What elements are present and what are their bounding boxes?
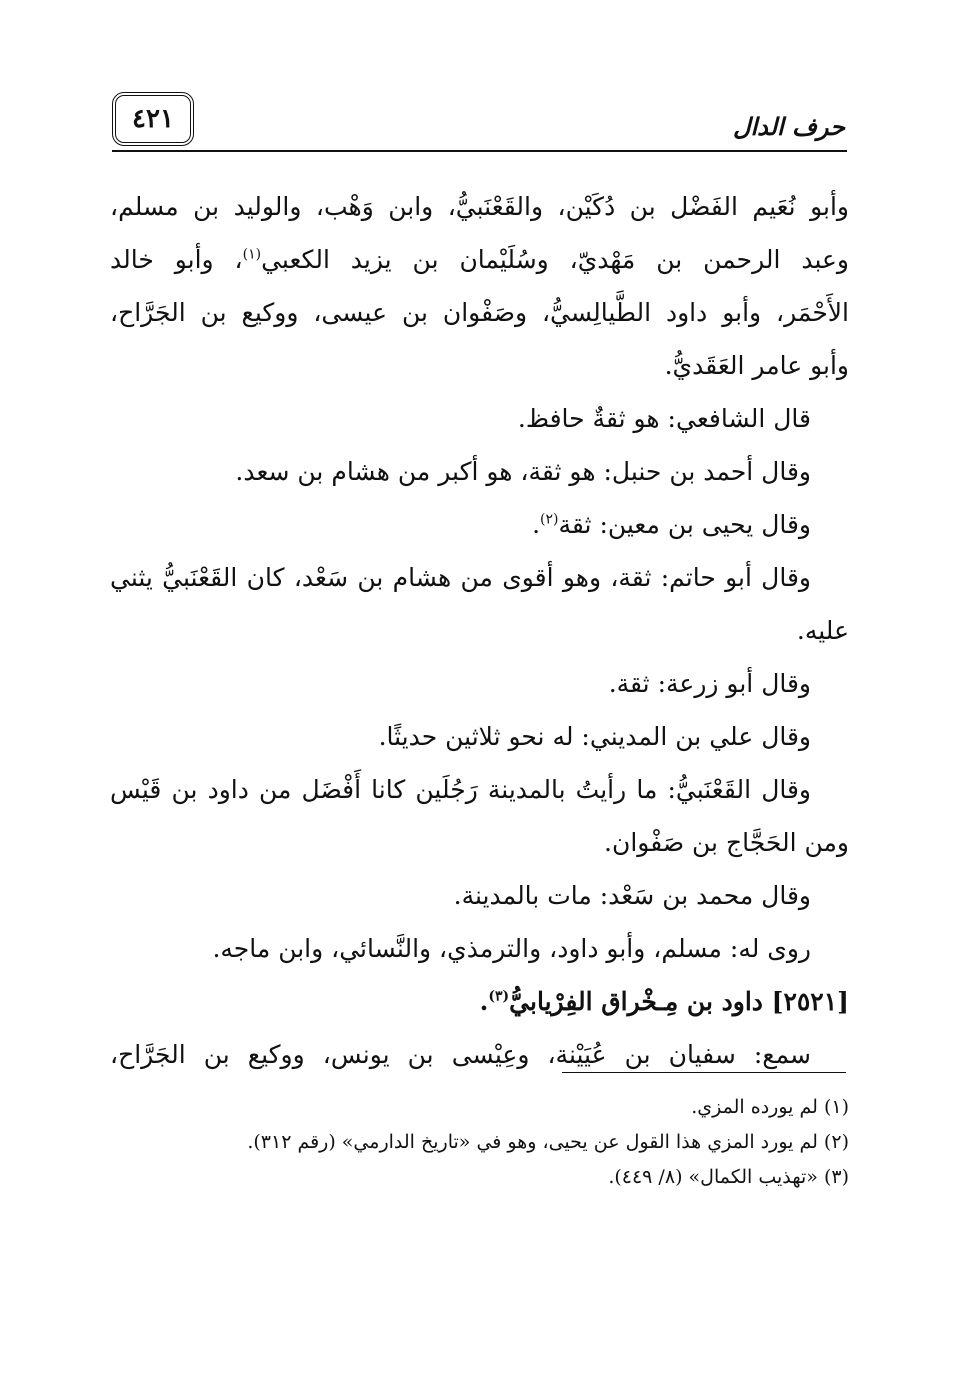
footnote: (٢) لم يورد المزي هذا القول عن يحيى، وهو في «تاريخ الدارمي» (رقم ٣١٢).: [247, 1131, 849, 1153]
footnotes: [247, 1090, 849, 1195]
body-line: وأبو نُعَيم الفَضْل بن دُكَيْن، والقَعْنَبيُّ، وابن وَهْب، والوليد بن مسلم،: [110, 192, 849, 221]
footnote-marker: (٣): [488, 988, 510, 1005]
body-line: روى له: مسلم، وأبو داود، والترمذي، والنَّسائي، وابن ماجه.: [212, 934, 811, 963]
footnote: (٣) «تهذيب الكمال» (٨/ ٤٤٩).: [608, 1166, 849, 1188]
body-line: وقال أبو حاتم: ثقة، وهو أقوى من هشام بن سَعْد، كان القَعْنَبيُّ يثني: [110, 563, 811, 592]
body-line: عليه.: [796, 616, 849, 645]
running-title: حرف الدال: [733, 112, 845, 141]
page-number: ٤٢١: [112, 92, 194, 146]
body-line: سمع: سفيان بن عُيَيْنة، وعِيْسى بن يونس، ووكيع بن الجَرَّاح،: [110, 1040, 811, 1069]
body-line: ومن الحَجَّاج بن صَفْوان.: [604, 828, 849, 857]
body-text: [110, 180, 849, 1081]
body-line: وقال علي بن المديني: له نحو ثلاثين حديثًا.: [378, 722, 811, 751]
header-rule: [112, 150, 847, 152]
body-line: وقال أحمد بن حنبل: هو ثقة، هو أكبر من هشام بن سعد.: [235, 457, 811, 486]
body-line: وأبو عامر العَقَديُّ.: [664, 351, 849, 380]
footnote-marker: (١): [242, 246, 262, 263]
body-line: وقال أبو زرعة: ثقة.: [608, 669, 811, 698]
body-line: وقال يحيى بن معين: ثقة$^{(٢)}$.: [532, 510, 811, 539]
footnote-marker: (٢): [540, 511, 559, 528]
entry-heading: [٢٥٢١] داود بن مِـخْراق الفِرْيابيُّ$^{(٣)}$.: [479, 987, 849, 1016]
body-line: الأَحْمَر، وأبو داود الطَّيالِسيُّ، وصَفْوان بن عيسى، ووكيع بن الجَرَّاح،: [110, 298, 849, 327]
body-line: قال الشافعي: هو ثقةٌ حافظ.: [517, 404, 811, 433]
body-line: وقال محمد بن سَعْد: مات بالمدينة.: [453, 881, 811, 910]
body-line: وقال القَعْنَبيُّ: ما رأيتُ بالمدينة رَجُلَين كانا أَفْضَل من داود بن قَيْس: [110, 775, 811, 804]
body-line: وعبد الرحمن بن مَهْديّ، وسُلَيْمان بن يزيد الكعبي$^{(١)}$، وأبو خالد: [110, 245, 849, 274]
footnote-rule: [562, 1072, 846, 1073]
footnote: (١) لم يورده المزي.: [691, 1096, 849, 1118]
